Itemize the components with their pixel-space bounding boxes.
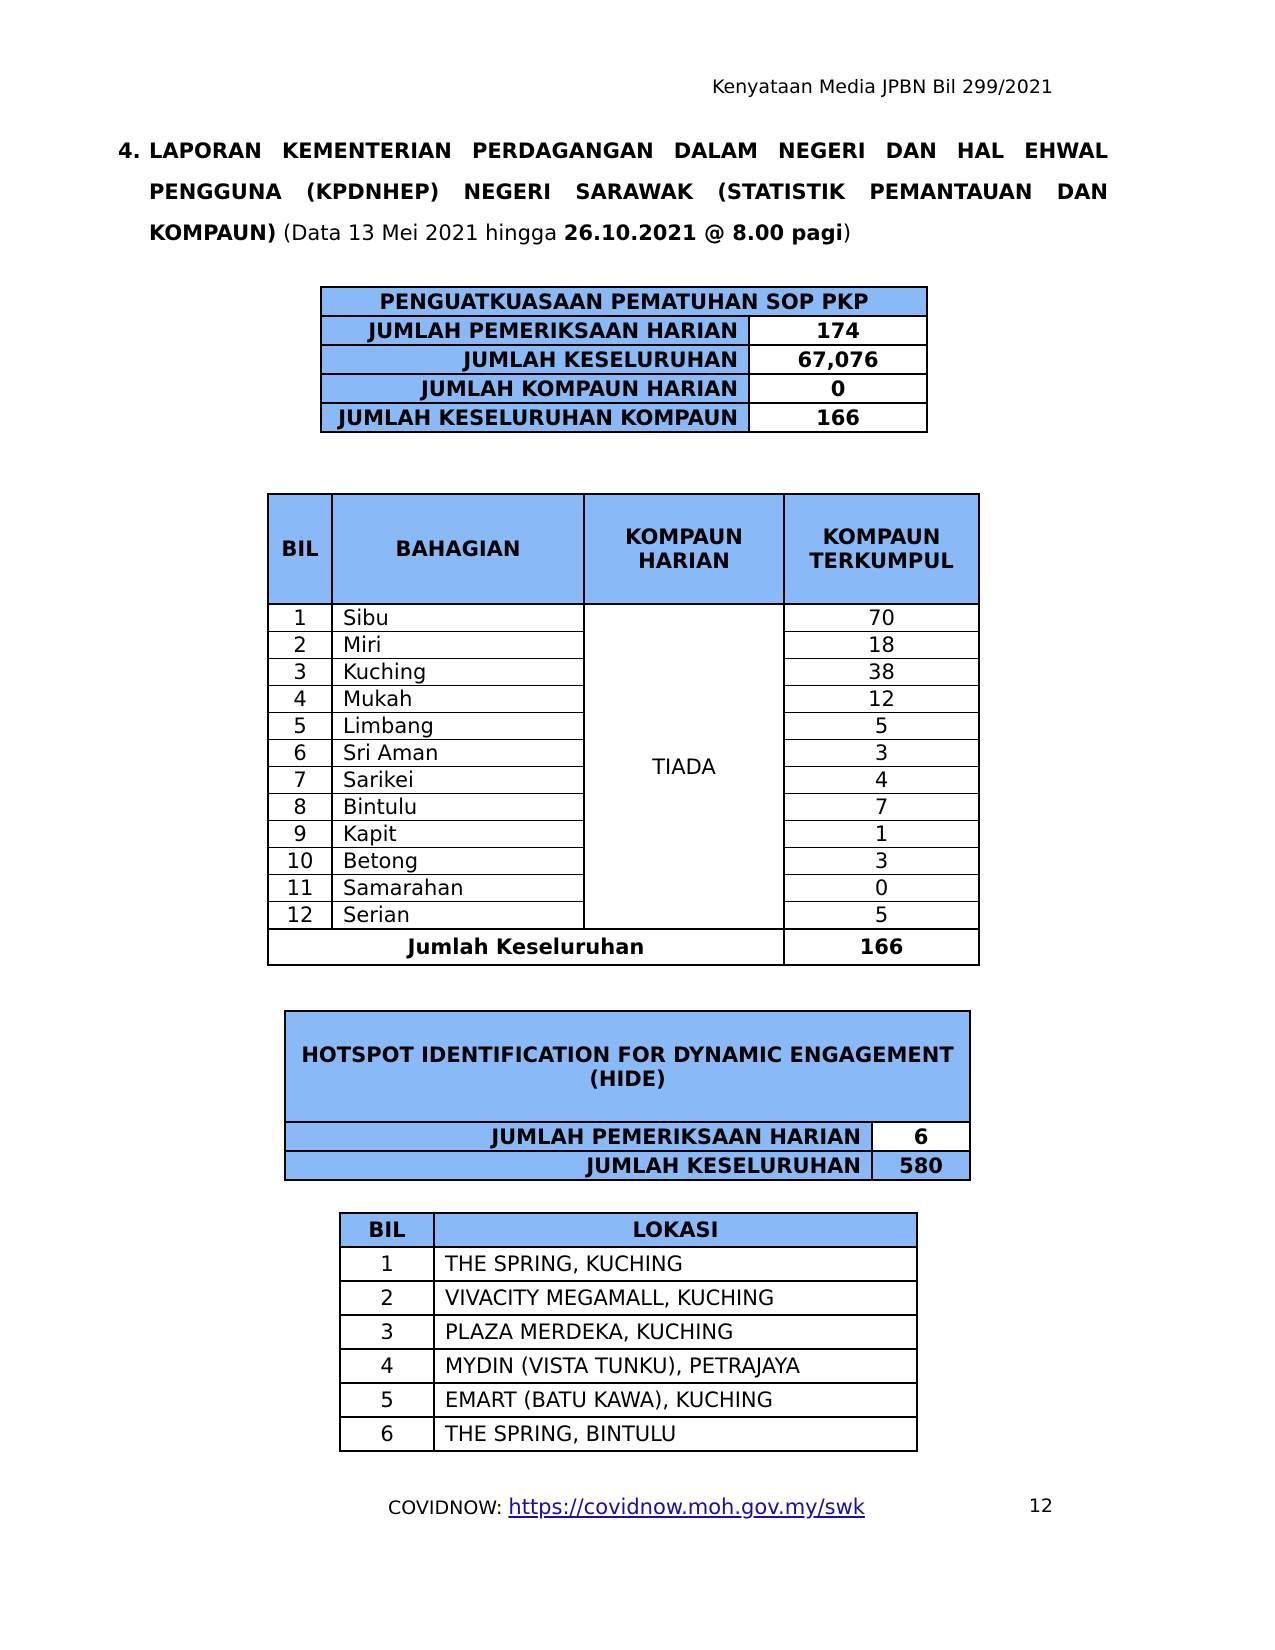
data-range-date: 26.10.2021 @ 8.00 pagi [563,221,843,245]
row-bil: 9 [268,821,332,848]
covidnow-link[interactable]: https://covidnow.moh.gov.my/swk [508,1495,865,1519]
section-heading [118,131,1108,254]
hide-value: 6 [872,1122,970,1151]
hide-label: JUMLAH PEMERIKSAAN HARIAN [285,1122,872,1151]
header-bil: BIL [340,1213,434,1247]
row-bahagian: Miri [332,632,584,659]
row-terkumpul: 5 [784,713,979,740]
row-terkumpul: 0 [784,875,979,902]
row-terkumpul: 38 [784,659,979,686]
row-bahagian: Limbang [332,713,584,740]
page-number: 12 [1028,1495,1053,1517]
row-bahagian: Samarahan [332,875,584,902]
location-bil: 6 [340,1417,434,1451]
enforcement-label: JUMLAH PEMERIKSAAN HARIAN [321,316,749,345]
compound-table [267,493,980,966]
row-bahagian: Betong [332,848,584,875]
data-range-prefix: (Data 13 Mei 2021 hingga [276,221,564,245]
section-number: 4. [118,139,141,163]
row-bil: 7 [268,767,332,794]
hide-value: 580 [872,1151,970,1180]
enforcement-value: 166 [749,403,927,432]
row-bil: 12 [268,902,332,930]
row-bil: 3 [268,659,332,686]
document-reference: Kenyataan Media JPBN Bil 299/2021 [711,76,1053,98]
row-bahagian: Kapit [332,821,584,848]
enforcement-label: JUMLAH KESELURUHAN KOMPAUN [321,403,749,432]
enforcement-title: PENGUATKUASAAN PEMATUHAN SOP PKP [321,287,927,316]
table-row [340,1281,917,1315]
row-terkumpul: 12 [784,686,979,713]
row-terkumpul: 1 [784,821,979,848]
row-bahagian: Serian [332,902,584,930]
row-bil: 6 [268,740,332,767]
hide-table [284,1010,971,1181]
row-terkumpul: 7 [784,794,979,821]
total-label: Jumlah Keseluruhan [268,929,784,965]
location-bil: 2 [340,1281,434,1315]
enforcement-value: 0 [749,374,927,403]
row-bahagian: Sri Aman [332,740,584,767]
row-bil: 2 [268,632,332,659]
table-row [340,1349,917,1383]
table-row [340,1417,917,1451]
table-row [268,604,979,632]
row-bahagian: Mukah [332,686,584,713]
footer [388,1495,865,1519]
row-terkumpul: 5 [784,902,979,930]
data-range-suffix: ) [842,221,852,245]
table-row [340,1247,917,1281]
table-row [340,1383,917,1417]
row-bil: 8 [268,794,332,821]
enforcement-table [320,286,928,433]
hide-label: JUMLAH KESELURUHAN [285,1151,872,1180]
header-bahagian: BAHAGIAN [332,494,584,604]
row-terkumpul: 3 [784,848,979,875]
row-terkumpul: 18 [784,632,979,659]
row-bahagian: Sibu [332,604,584,632]
row-bil: 1 [268,604,332,632]
location-name: VIVACITY MEGAMALL, KUCHING [434,1281,917,1315]
row-bil: 11 [268,875,332,902]
location-name: THE SPRING, BINTULU [434,1417,917,1451]
table-row [340,1315,917,1349]
location-name: EMART (BATU KAWA), KUCHING [434,1383,917,1417]
footer-label: COVIDNOW: [388,1497,509,1519]
row-terkumpul: 3 [784,740,979,767]
header-kompaun-terkumpul: KOMPAUN TERKUMPUL [784,494,979,604]
row-bil: 4 [268,686,332,713]
location-name: MYDIN (VISTA TUNKU), PETRAJAYA [434,1349,917,1383]
row-bahagian: Kuching [332,659,584,686]
location-bil: 3 [340,1315,434,1349]
enforcement-label: JUMLAH KESELURUHAN [321,345,749,374]
location-bil: 5 [340,1383,434,1417]
row-bil: 5 [268,713,332,740]
header-bil: BIL [268,494,332,604]
kompaun-harian-value: TIADA [584,604,784,929]
row-terkumpul: 4 [784,767,979,794]
enforcement-label: JUMLAH KOMPAUN HARIAN [321,374,749,403]
enforcement-value: 67,076 [749,345,927,374]
location-name: THE SPRING, KUCHING [434,1247,917,1281]
location-table [339,1212,918,1452]
section-title: LAPORAN KEMENTERIAN PERDAGANGAN DALAM NEGERI DAN HAL EHWAL PENGGUNA (KPDNHEP) NEGERI SARAWAK (STATISTIK PEMANTAUAN DAN KOMPAUN) [149,139,1108,245]
location-name: PLAZA MERDEKA, KUCHING [434,1315,917,1349]
location-bil: 1 [340,1247,434,1281]
total-value: 166 [784,929,979,965]
header-kompaun-harian: KOMPAUN HARIAN [584,494,784,604]
header-lokasi: LOKASI [434,1213,917,1247]
hide-title: HOTSPOT IDENTIFICATION FOR DYNAMIC ENGAGEMENT (HIDE) [285,1011,970,1122]
row-bil: 10 [268,848,332,875]
row-bahagian: Bintulu [332,794,584,821]
location-bil: 4 [340,1349,434,1383]
row-terkumpul: 70 [784,604,979,632]
row-bahagian: Sarikei [332,767,584,794]
enforcement-value: 174 [749,316,927,345]
